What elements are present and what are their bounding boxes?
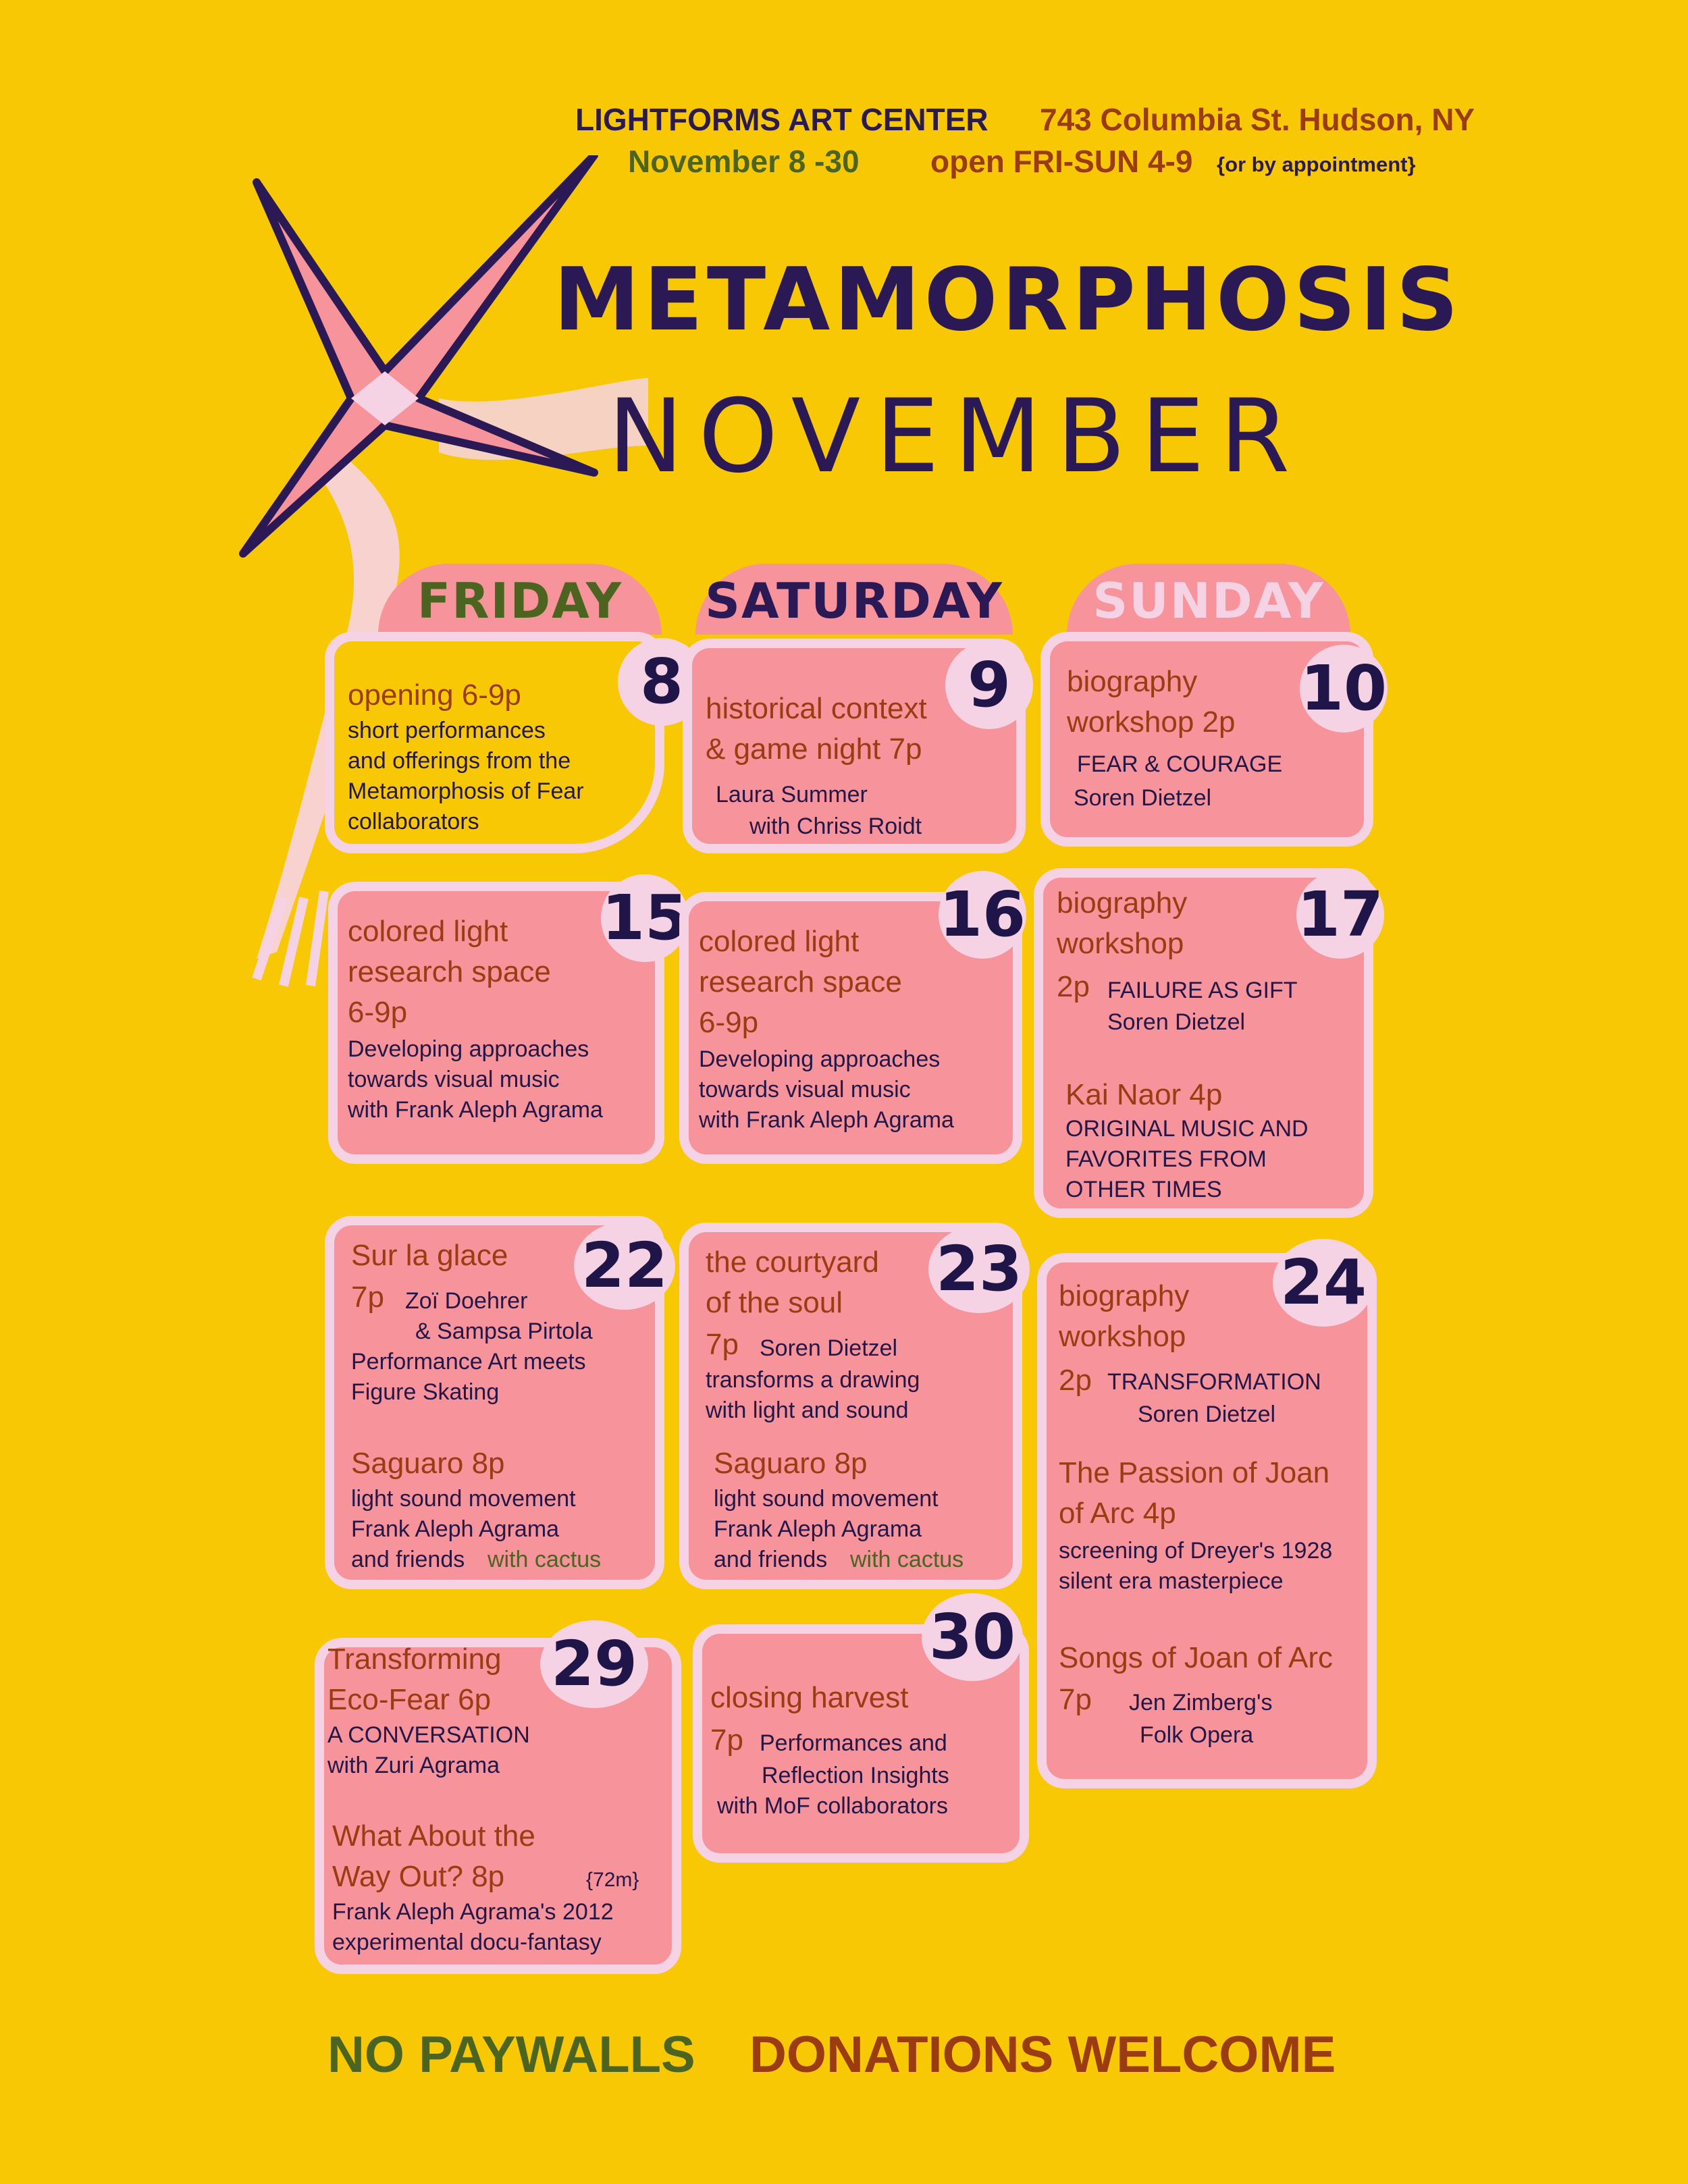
day-header-friday: FRIDAY [378,564,662,635]
event-title-16-1: colored light [699,925,860,958]
footer-no-paywalls: NO PAYWALLS [327,2026,695,2083]
event-time-24: 2p [1059,1364,1092,1397]
event-desc-29-3: Frank Aleph Agrama's 2012 [332,1899,614,1925]
event-title-29-4: Way Out? 8p [332,1860,505,1893]
event-desc-23-3: with light and sound [706,1397,909,1423]
date-number-24: 24 [1273,1239,1374,1327]
event-title-29-2: Eco-Fear 6p [327,1683,492,1716]
event-title-30: closing harvest [710,1681,909,1714]
event-title-17-1: biography [1057,886,1188,920]
event-desc-15-3: with Frank Aleph Agrama [348,1097,603,1123]
event-desc-22-1: Zoï Doehrer [405,1288,528,1314]
event-desc-30-1: Performances and [760,1730,947,1756]
date-number-17: 17 [1296,871,1384,959]
title-metamorphosis: METAMORPHOSIS [554,250,1462,350]
event-desc-29-1: A CONVERSATION [327,1722,530,1748]
event-desc-17-1: ORIGINAL MUSIC AND [1065,1116,1309,1142]
event-title-9-1: historical context [706,692,927,725]
day-header-sunday: SUNDAY [1067,564,1350,635]
event-desc-16-3: with Frank Aleph Agrama [699,1107,954,1133]
date-number-10: 10 [1300,645,1388,733]
event-desc-16-1: Developing approaches [699,1046,941,1072]
footer-donations: DONATIONS WELCOME [749,2026,1336,2083]
event-title-17-2: workshop [1057,927,1184,960]
exhibit-dates: November 8 -30 [628,144,860,179]
event-desc-23-2: transforms a drawing [706,1367,920,1393]
event-title-24-1: biography [1059,1279,1190,1312]
event-time-23: 7p [706,1328,739,1361]
event-title-22: Sur la glace [351,1239,508,1272]
event-time-22: 7p [351,1281,384,1314]
event-title-15-1: colored light [348,915,508,948]
event-time-30: 7p [710,1724,743,1757]
event-person-24: Soren Dietzel [1138,1402,1276,1427]
event-desc-24-1: screening of Dreyer's 1928 [1059,1538,1333,1564]
event-desc-23-5: Frank Aleph Agrama [714,1516,922,1542]
event-sub-17: FAILURE AS GIFT [1107,978,1298,1003]
event-desc-8-2: and offerings from the [348,748,571,774]
event-desc-23-4: light sound movement [714,1486,939,1512]
event-desc-16-2: towards visual music [699,1077,911,1102]
date-number-22: 22 [574,1222,675,1310]
venue-name: LIGHTFORMS ART CENTER [575,102,988,137]
open-hours: open FRI-SUN 4-9 [930,144,1193,179]
date-number-15: 15 [601,874,689,962]
date-number-29: 29 [540,1620,648,1708]
event-desc-30-3: with MoF collaborators [717,1793,949,1819]
event-runtime-29: {72m} [586,1869,639,1891]
event-desc-24-2: silent era masterpiece [1059,1568,1284,1594]
event-title-17-3: Kai Naor 4p [1065,1078,1223,1111]
event-sub-24: TRANSFORMATION [1107,1369,1321,1395]
event-person-17: Soren Dietzel [1107,1009,1246,1035]
date-number-9: 9 [945,641,1033,729]
event-desc-15-1: Developing approaches [348,1036,589,1062]
event-desc-29-4: experimental docu-fantasy [332,1929,602,1955]
event-desc-29-2: with Zuri Agrama [327,1753,500,1778]
event-title-23-1: the courtyard [706,1246,879,1279]
event-title-10-2: workshop 2p [1067,705,1236,739]
date-number-16: 16 [939,871,1026,959]
event-time-17: 2p [1057,970,1090,1003]
event-desc-22-5: light sound movement [351,1486,576,1512]
title-november: NOVEMBER [608,378,1305,496]
event-title-15-2: research space [348,955,551,988]
venue-address: 743 Columbia St. Hudson, NY [1040,102,1475,137]
event-desc-10-2: Soren Dietzel [1074,785,1212,811]
event-title-9-2: & game night 7p [706,733,922,766]
event-title-24-5: Songs of Joan of Arc [1059,1641,1334,1674]
event-desc-8-4: collaborators [348,809,479,834]
event-cactus-22: with cactus [487,1547,602,1572]
event-title-29-3: What About the [332,1819,535,1853]
date-number-23: 23 [928,1225,1030,1313]
event-title-23-3: Saguaro 8p [714,1447,868,1480]
event-desc-22-7: and friends [351,1547,465,1572]
event-desc-10-1: FEAR & COURAGE [1077,751,1283,777]
event-desc-8-3: Metamorphosis of Fear [348,778,584,804]
event-desc-22-2: & Sampsa Pirtola [415,1319,593,1344]
event-title-23-2: of the soul [706,1286,843,1319]
event-title-15-3: 6-9p [348,996,408,1029]
event-title-16-2: research space [699,965,902,998]
event-desc-17-2: FAVORITES FROM [1065,1146,1267,1172]
event-title-10-1: biography [1067,665,1198,698]
event-desc-24-3: Jen Zimberg's [1129,1690,1273,1715]
appointment-note: {or by appointment} [1217,153,1416,176]
event-time-24-2: 7p [1059,1683,1092,1716]
event-desc-9-1: Laura Summer [716,782,868,807]
event-title-24-3: The Passion of Joan [1059,1456,1330,1489]
event-title-22-2: Saguaro 8p [351,1447,505,1480]
event-title-24-2: workshop [1059,1320,1186,1353]
event-desc-22-6: Frank Aleph Agrama [351,1516,560,1542]
event-desc-17-3: OTHER TIMES [1065,1177,1222,1202]
event-desc-30-2: Reflection Insights [762,1763,949,1788]
event-desc-9-2: with Chriss Roidt [749,814,922,839]
event-title-16-3: 6-9p [699,1006,759,1039]
event-title-8: opening 6-9p [348,678,521,712]
date-number-30: 30 [922,1593,1023,1681]
event-cactus-23: with cactus [850,1547,964,1572]
event-title-24-4: of Arc 4p [1059,1497,1176,1530]
event-title-29-1: Transforming [327,1643,502,1676]
event-desc-23-6: and friends [714,1547,828,1572]
event-desc-15-2: towards visual music [348,1067,560,1092]
event-desc-22-4: Figure Skating [351,1379,500,1405]
date-number-8: 8 [618,638,706,726]
event-desc-8-1: short performances [348,718,546,743]
event-desc-24-4: Folk Opera [1140,1722,1254,1748]
day-header-saturday: SATURDAY [695,564,1013,635]
event-desc-22-3: Performance Art meets [351,1349,586,1375]
event-desc-23-1: Soren Dietzel [760,1335,898,1361]
